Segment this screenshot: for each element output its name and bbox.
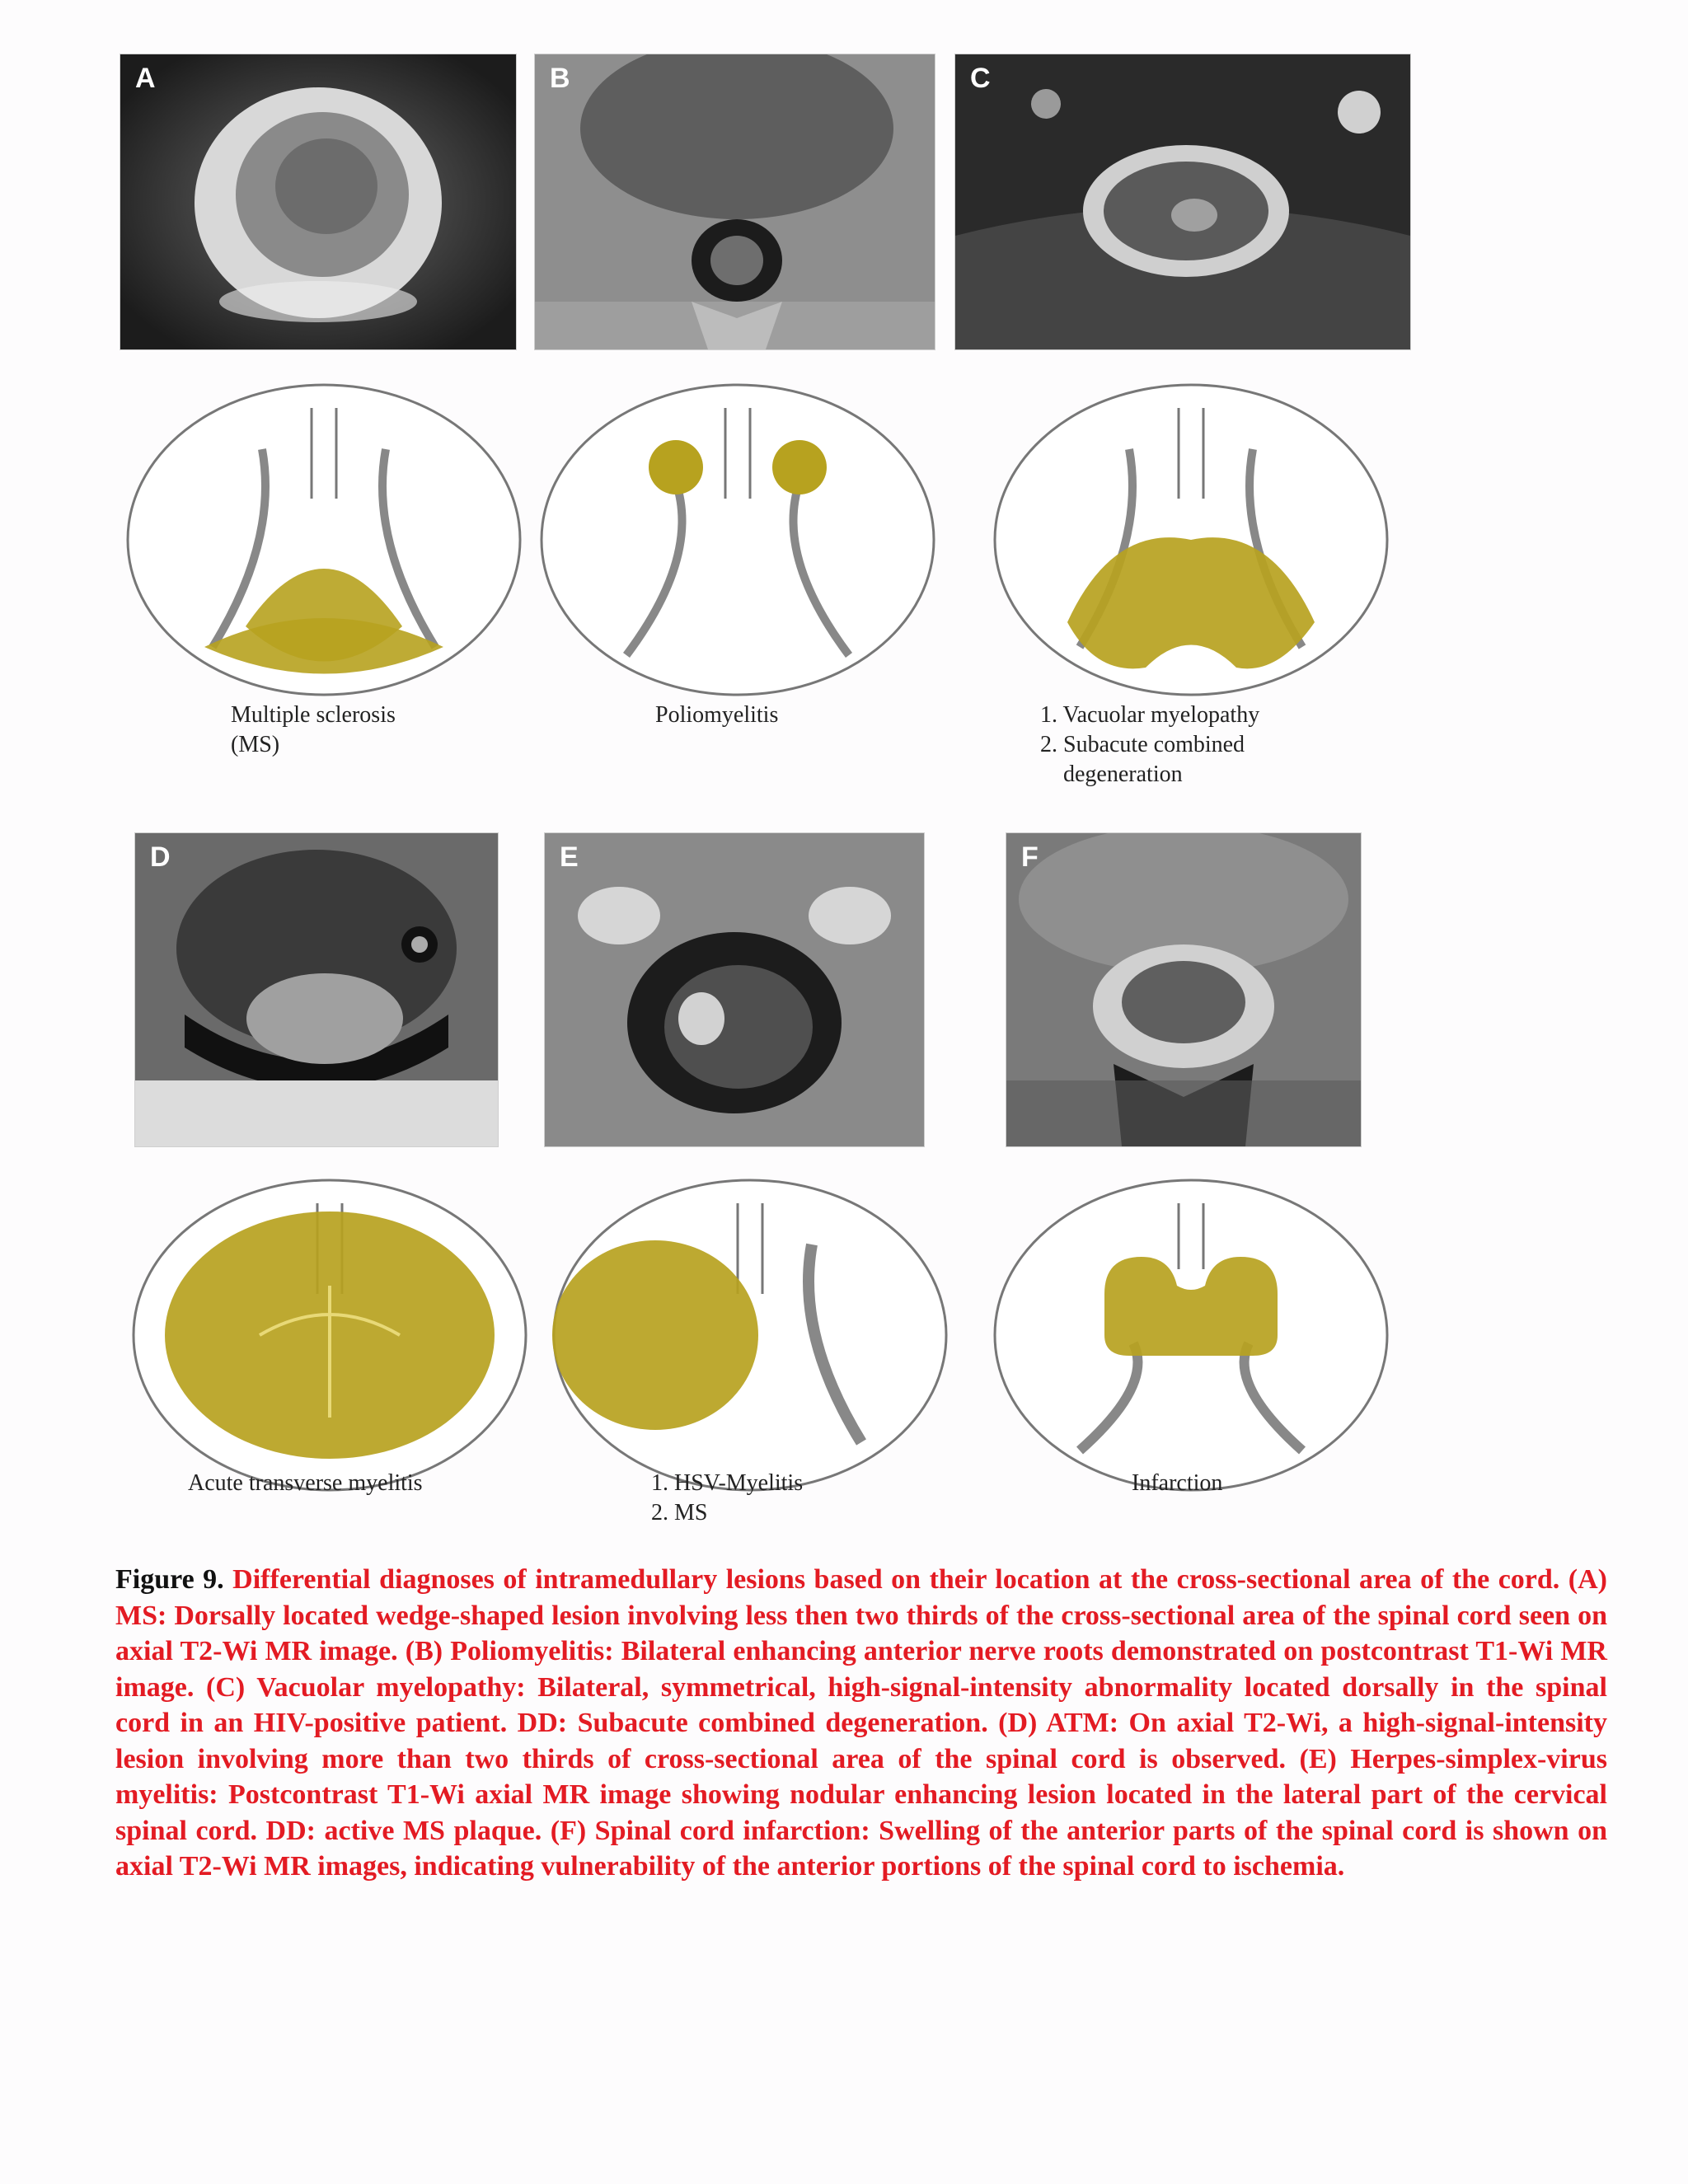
mri-image-d (134, 832, 499, 1147)
mri-image-f (1006, 832, 1362, 1147)
cord-label-a: Multiple sclerosis (MS) (231, 702, 396, 757)
caption-text: Differential diagnoses of intramedullary lesions based on their location at the cross-sectional area of the cord. (A) MS: Dorsally located wedge-shaped lesion involving less then two thirds of the cross-sectional area of the spinal cord seen on axial T2-Wi MR image. (B) Poliomyelitis: Bilateral enhancing anterior nerve roots demonstrated on postcontrast T1-Wi MR image. (C) Vacuolar myelopathy: Bilateral, symmetrical, high-signal-intensity abnormality located dorsally in the spinal cord in an HIV-positive patient. DD: Subacute combined degeneration. (D) ATM: On axial T2-Wi, a high-signal-intensity lesion involving more than two thirds of cross-sectional area of the spinal cord is observed. (E) Herpes-simplex-virus myelitis: Postcontrast T1-Wi axial MR image showing nodular enhancing lesion located in the lateral part of the cervical spinal cord. DD: active MS plaque. (F) Spinal cord infarction: Swelling of the anterior parts of the spinal cord is shown on axial T2-Wi MR images, indicating vulnerability of the anterior portions of the spinal cord to ischemia. (115, 1564, 1607, 1882)
panel-letter-f: F (1021, 841, 1039, 873)
cord-label-e: 1. HSV-Myelitis 2. MS (651, 1470, 804, 1526)
figure-label: Figure 9. (115, 1564, 224, 1595)
mri-image-e (544, 832, 925, 1147)
cord-label-b: Poliomyelitis (655, 702, 779, 728)
mri-image-c (954, 54, 1411, 350)
cord-diagram-d (128, 1170, 532, 1500)
figure-caption (115, 1562, 1607, 1885)
panel-letter-c: C (970, 63, 991, 94)
mri-image-b (534, 54, 935, 350)
cord-diagram-f (989, 1170, 1393, 1500)
mri-image-a (120, 54, 517, 350)
cord-label-f: Infarction (1132, 1470, 1223, 1496)
panel-letter-d: D (150, 841, 171, 873)
cord-diagram-b (536, 375, 940, 705)
cord-diagram-c (989, 375, 1393, 705)
cord-label-d: Acute transverse myelitis (188, 1470, 423, 1496)
panel-letter-e: E (560, 841, 579, 873)
panel-letter-a: A (135, 63, 156, 94)
cord-diagram-e (548, 1170, 952, 1500)
cord-diagram-a (122, 375, 526, 705)
panel-letter-b: B (550, 63, 570, 94)
cord-label-c: 1. Vacuolar myelopathy 2. Subacute combined degeneration (1040, 702, 1260, 787)
